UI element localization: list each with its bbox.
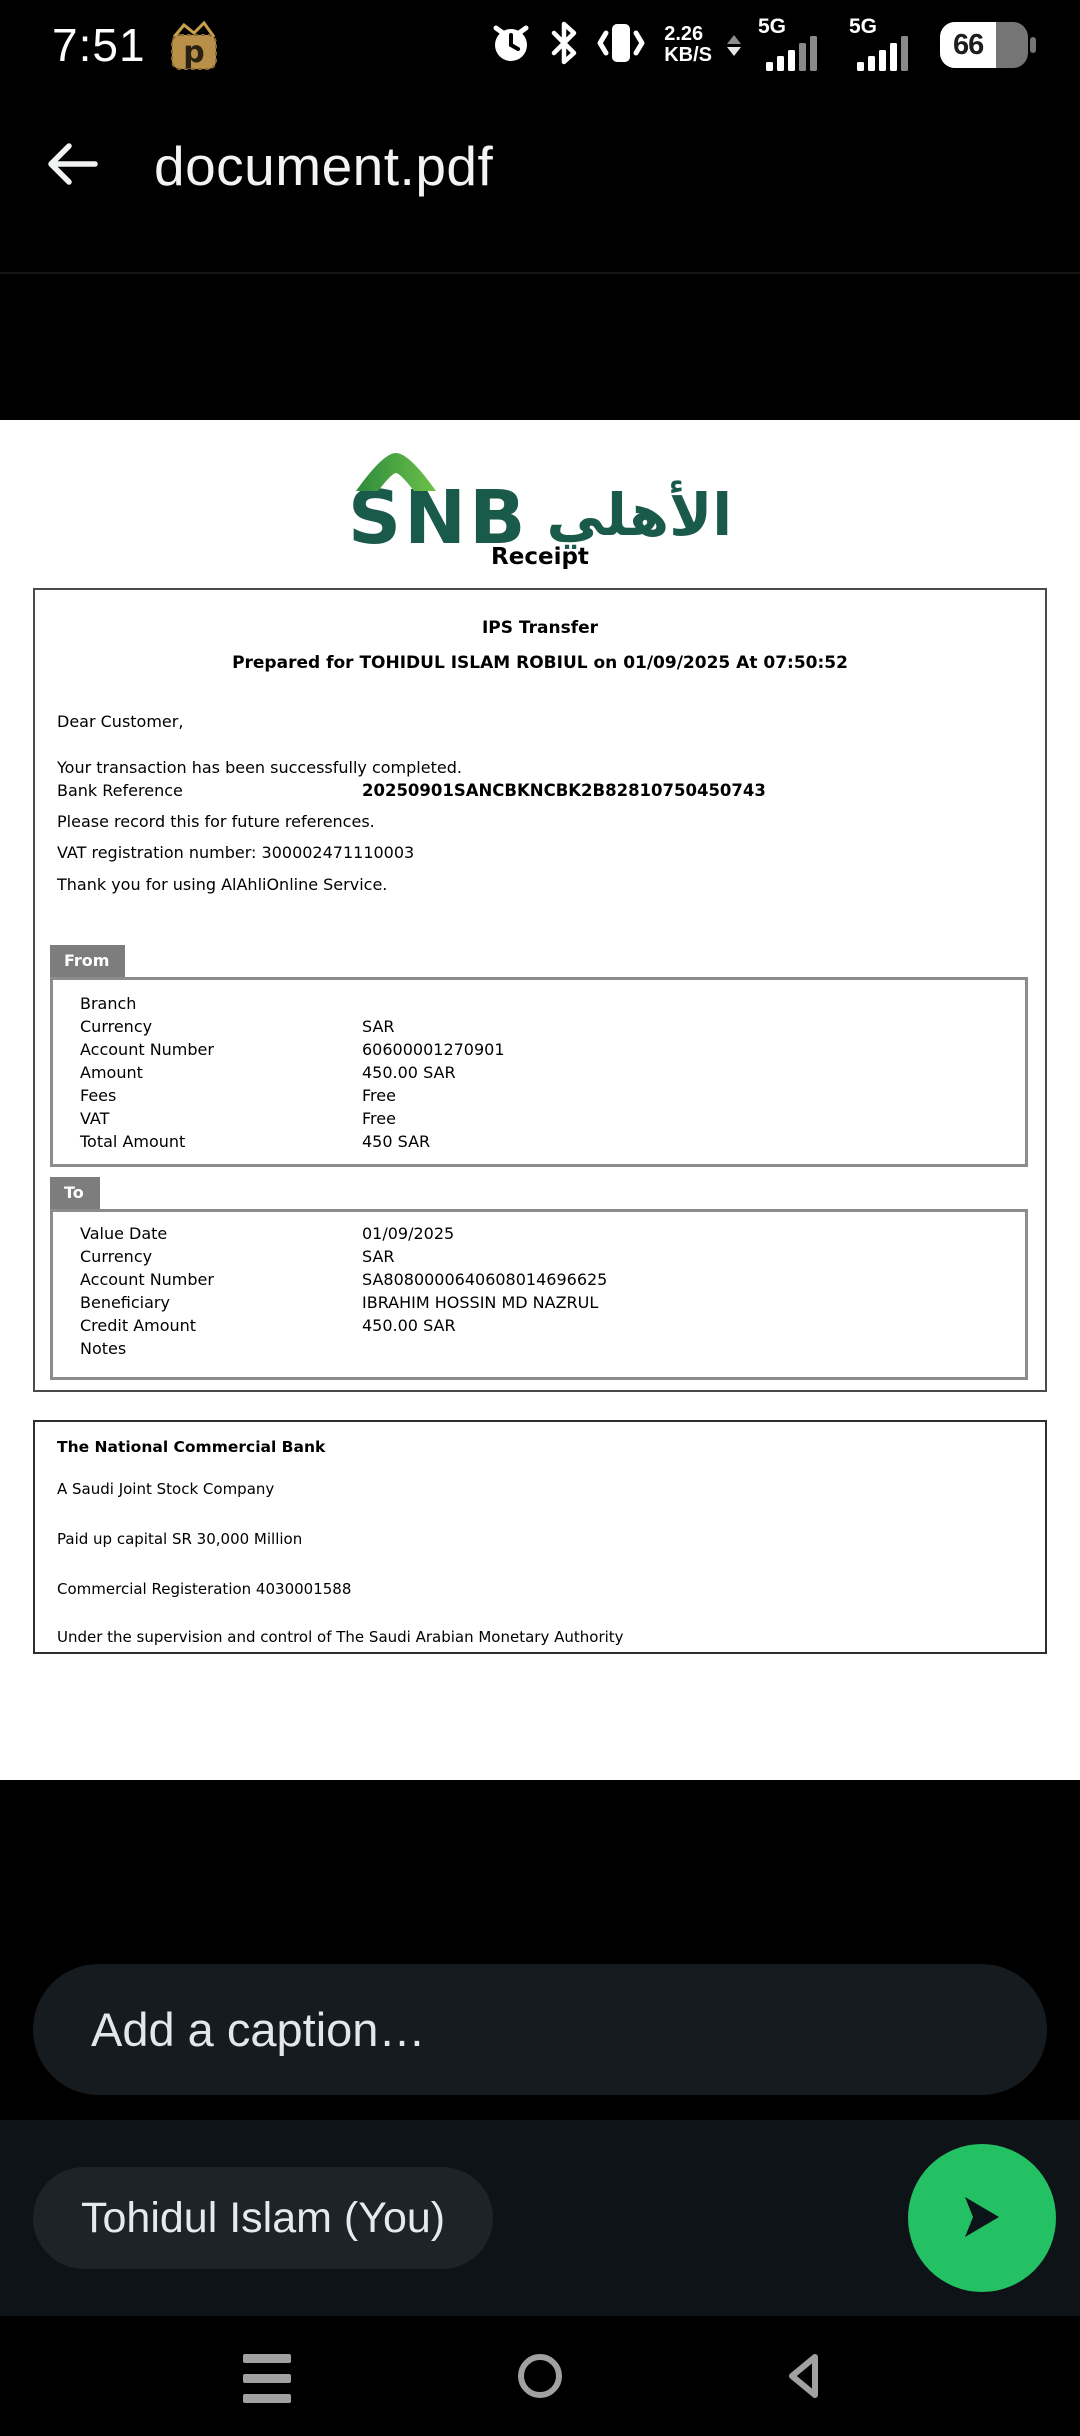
- from-section-box: [50, 977, 1028, 1167]
- status-bar: [0, 0, 1080, 90]
- status-right: [489, 15, 1036, 75]
- table-row: Beneficiary IBRAHIM HOSSIN MD NAZRUL: [80, 1293, 599, 1312]
- recipient-chip[interactable]: [33, 2167, 493, 2269]
- bank-name: The National Commercial Bank: [57, 1438, 326, 1456]
- transfer-type-title: IPS Transfer: [481, 618, 599, 638]
- traffic-arrows-icon: [727, 35, 741, 56]
- bank-reference-value: 20250901SANCBKNCBK2B82810750450743: [362, 781, 766, 800]
- status-left: [52, 17, 222, 73]
- to-section-box: [50, 1209, 1028, 1380]
- page-title: document.pdf: [154, 135, 494, 197]
- sim1-network-label: 5G: [758, 15, 787, 38]
- table-row: Account Number 60600001270901: [80, 1040, 505, 1059]
- sim2-network-label: 5G: [849, 15, 878, 38]
- clock-text: 7:51: [52, 19, 146, 71]
- pdf-page-preview[interactable]: [0, 420, 1080, 1780]
- snb-arch-icon: [350, 451, 442, 497]
- send-icon: [951, 2186, 1013, 2251]
- bank-footer-box: [33, 1420, 1047, 1654]
- table-row: Account Number SA8080000640608014696625: [80, 1270, 608, 1289]
- network-speed: [664, 24, 712, 66]
- recents-icon: [243, 2354, 291, 2403]
- table-row: Amount 450.00 SAR: [80, 1063, 456, 1082]
- alarm-icon: [489, 21, 533, 70]
- recents-button[interactable]: [219, 2330, 315, 2426]
- receipt-title: Receipt: [491, 544, 589, 570]
- snb-letters: SNB: [347, 475, 529, 561]
- document-viewer-header: [0, 90, 1080, 242]
- table-row: Credit Amount 450.00 SAR: [80, 1316, 456, 1335]
- from-section-tab: From: [50, 945, 125, 977]
- record-line: Please record this for future references.: [57, 812, 375, 831]
- prepared-for-line: Prepared for TOHIDUL ISLAM ROBIUL on 01/09/2025 At 07:50:52: [232, 653, 848, 673]
- to-section-tab: To: [50, 1177, 100, 1209]
- success-line: Your transaction has been successfully completed.: [57, 758, 462, 777]
- receipt-body-box: [33, 588, 1047, 1392]
- home-button[interactable]: [492, 2330, 588, 2426]
- vat-registration-line: VAT registration number: 300002471110003: [57, 843, 415, 862]
- recipient-name: Tohidul Islam (You): [81, 2193, 446, 2242]
- bank-reference-label: Bank Reference: [57, 781, 183, 800]
- table-row: Currency SAR: [80, 1247, 395, 1266]
- home-circle-icon: [514, 2350, 566, 2407]
- footer-line: Commercial Registeration 4030001588: [57, 1580, 352, 1598]
- send-button[interactable]: [908, 2144, 1056, 2292]
- wallet-notification-icon: [164, 17, 222, 73]
- speed-value: 2.26: [664, 23, 704, 45]
- battery-icon: [940, 22, 1036, 68]
- send-panel: [0, 2120, 1080, 2316]
- header-divider: [0, 272, 1080, 274]
- back-button[interactable]: [36, 130, 108, 202]
- back-arrow-icon: [43, 140, 101, 193]
- footer-line: A Saudi Joint Stock Company: [57, 1480, 275, 1498]
- signal-sim2: [849, 15, 923, 75]
- greeting-line: Dear Customer,: [57, 712, 184, 731]
- android-nav-bar: [0, 2330, 1080, 2426]
- caption-input[interactable]: [33, 1964, 1047, 2095]
- table-row: Currency SAR: [80, 1017, 395, 1036]
- table-row: Fees Free: [80, 1086, 396, 1105]
- battery-percent: 66: [953, 28, 984, 61]
- snb-arabic-name: الأهلي: [546, 481, 733, 549]
- table-row: Notes: [80, 1339, 127, 1358]
- nav-back-button[interactable]: [757, 2330, 853, 2426]
- svg-text:p: p: [182, 35, 205, 70]
- table-row: Value Date 01/09/2025: [80, 1224, 455, 1243]
- footer-line: Paid up capital SR 30,000 Million: [57, 1530, 303, 1548]
- bluetooth-icon: [550, 21, 578, 70]
- sim1-signal-bars-icon: [766, 36, 817, 71]
- sim2-signal-bars-icon: [857, 36, 908, 71]
- signal-sim1: [758, 15, 832, 75]
- speed-unit: KB/S: [664, 44, 712, 66]
- vibrate-icon: [595, 20, 647, 71]
- thanks-line: Thank you for using AlAhliOnline Service.: [57, 875, 388, 894]
- nav-back-triangle-icon: [779, 2350, 831, 2407]
- footer-line: Under the supervision and control of The Saudi Arabian Monetary Authority: [57, 1628, 624, 1646]
- table-row: Total Amount 450 SAR: [80, 1132, 431, 1151]
- table-row: VAT Free: [80, 1109, 396, 1128]
- table-row: Branch: [80, 994, 137, 1013]
